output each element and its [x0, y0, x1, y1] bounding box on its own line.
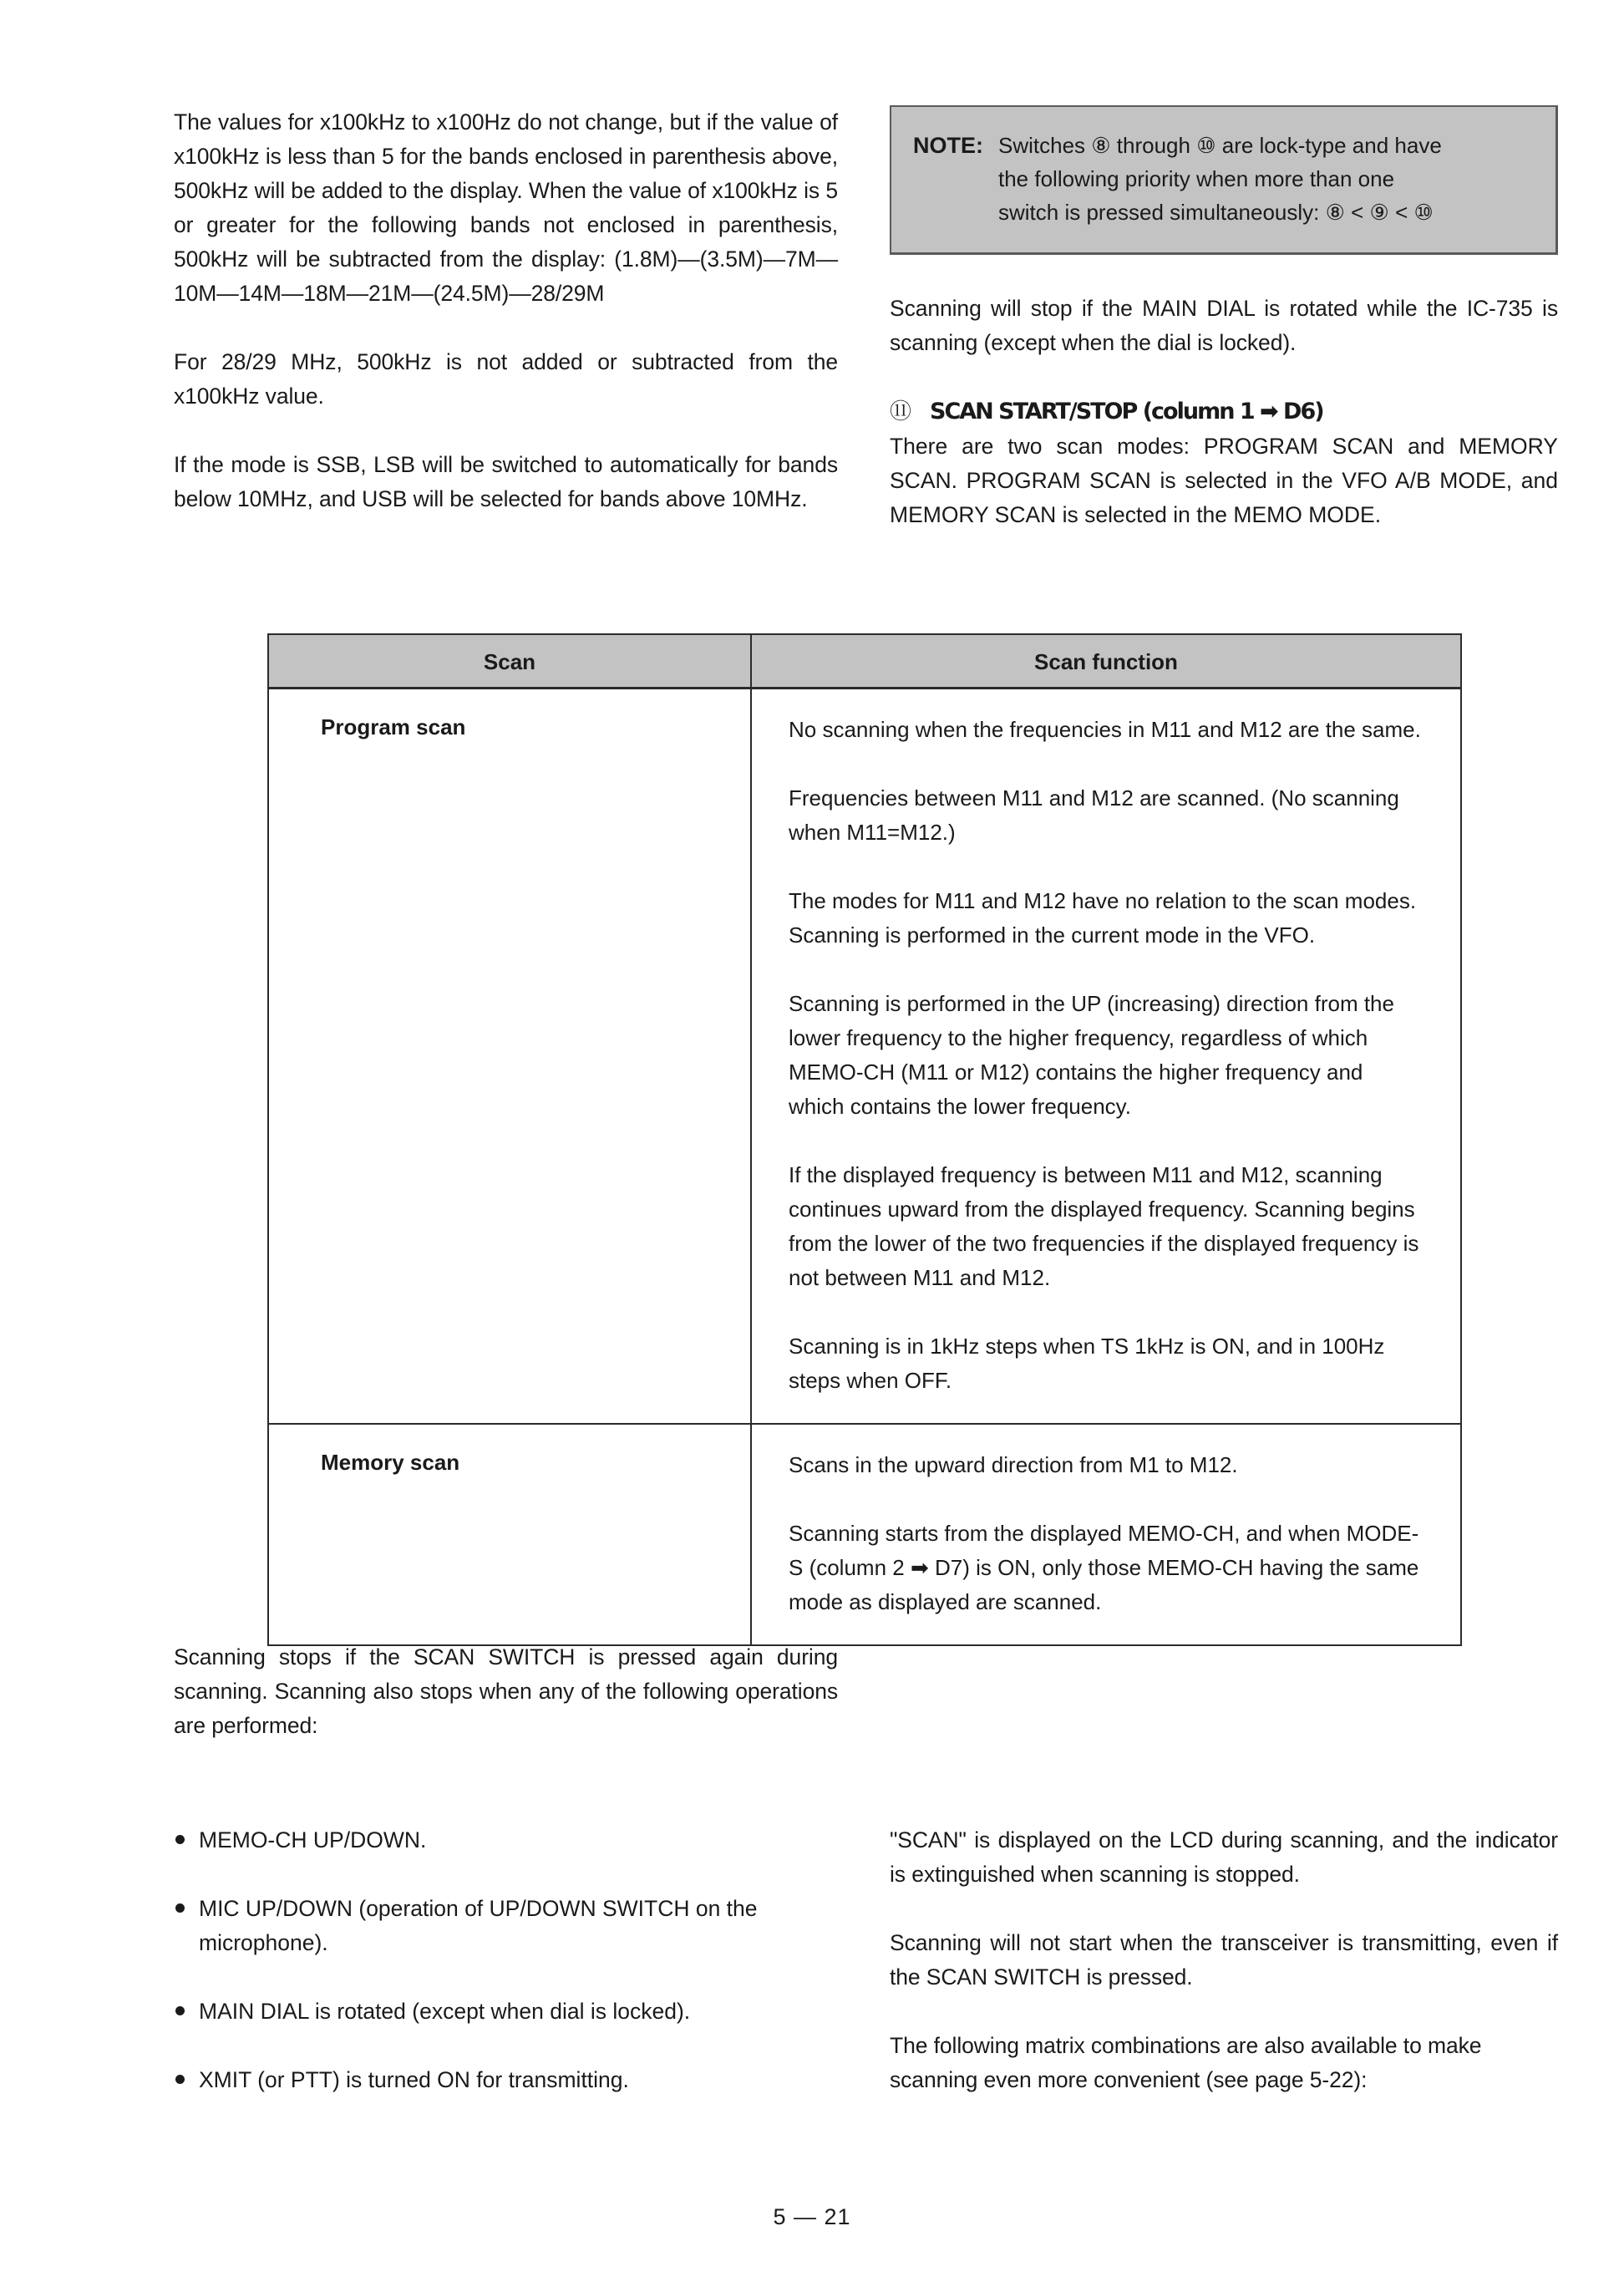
table-row	[268, 688, 1461, 1424]
bullet-dot-icon	[175, 1835, 185, 1844]
table-paragraph: Frequencies between M11 and M12 are scanned. (No scanning when M11=M12.)	[789, 785, 1399, 845]
scan-function-table	[267, 633, 1462, 1646]
list-item-label: XMIT (or PTT) is turned ON for transmitting.	[199, 2067, 629, 2092]
column-header-scan: Scan	[268, 634, 751, 688]
table-header-row	[268, 634, 1461, 688]
table-paragraph: No scanning when the frequencies in M11 and M12 are the same.	[789, 716, 1421, 742]
note-label: NOTE:	[913, 133, 983, 158]
paragraph-band-offset: The values for x100kHz to x100Hz do not change, but if the value of x100kHz is less than 5 for the bands enclosed in parenthesis above, 500kHz will be added to the display. When the value of x100kHz is 5 or greater for the following bands not enclosed in parenthesis, 500kHz will be subtracted from the display: (1.8M)—(3.5M)—7M—10M—14M—18M—21M—(24.5M)—28/29M	[174, 109, 838, 306]
list-item	[174, 2063, 842, 2097]
section-title: SCAN START/STOP (column 1 ➡ D6)	[930, 399, 1323, 424]
section-heading-scan-start-stop	[890, 394, 1558, 429]
table-row	[268, 1424, 1461, 1645]
page-number: 5 — 21	[773, 2204, 851, 2229]
row-body-memory-scan	[751, 1424, 1461, 1645]
left-column-bottom	[174, 1640, 838, 1743]
stop-conditions-list	[174, 1823, 842, 2097]
list-item-label: MEMO-CH UP/DOWN.	[199, 1827, 427, 1852]
paragraph-scan-transmit: Scanning will not start when the transceiver is transmitting, even if the SCAN SWITCH is pressed.	[890, 1930, 1558, 1990]
row-label-program-scan: Program scan	[268, 688, 751, 1424]
section-body-scan-modes: There are two scan modes: PROGRAM SCAN and MEMORY SCAN. PROGRAM SCAN is selected in the VFO A/B MODE, and MEMORY SCAN is selected in the MEMO MODE.	[890, 434, 1558, 527]
paragraph-matrix-combinations: The following matrix combinations are also available to make scanning even more convenient (see page 5-22):	[890, 2033, 1482, 2092]
right-column-bottom	[890, 1823, 1558, 2097]
table-paragraph: If the displayed frequency is between M11 and M12, scanning continues upward from the displayed frequency. Scanning begins from the lower of the two frequencies if the displayed frequency is not between M11 and M12.	[789, 1161, 1419, 1290]
paragraph-scan-stop-conditions: Scanning stops if the SCAN SWITCH is pressed again during scanning. Scanning also stops when any of the following operations are performed:	[174, 1644, 838, 1738]
table-paragraph: The modes for M11 and M12 have no relation to the scan modes. Scanning is performed in the current mode in the VFO.	[789, 887, 1417, 948]
paragraph-28-29mhz: For 28/29 MHz, 500kHz is not added or subtracted from the x100kHz value.	[174, 349, 838, 409]
left-column-top	[174, 105, 838, 516]
paragraph-ssb-mode: If the mode is SSB, LSB will be switched to automatically for bands below 10MHz, and USB will be selected for bands above 10MHz.	[174, 452, 838, 511]
section-number-icon: ⑪	[890, 399, 912, 424]
note-line-3: switch is pressed simultaneously: ⑧ < ⑨ < ⑩	[998, 200, 1434, 225]
list-item	[174, 1995, 842, 2029]
table-paragraph: Scans in the upward direction from M1 to M12.	[789, 1451, 1238, 1477]
list-item	[174, 1892, 842, 1960]
note-text	[998, 129, 1537, 229]
paragraph-scan-lcd-indicator: "SCAN" is displayed on the LCD during scanning, and the indicator is extinguished when scanning is stopped.	[890, 1827, 1558, 1887]
table-paragraph: Scanning starts from the displayed MEMO-CH, and when MODE-S (column 2 ➡ D7) is ON, only those MEMO-CH having the same mode as displayed are scanned.	[789, 1520, 1419, 1614]
bullet-dot-icon	[175, 2075, 185, 2084]
note-box	[890, 105, 1558, 255]
bullet-dot-icon	[175, 2006, 185, 2015]
list-item-label: MIC UP/DOWN (operation of UP/DOWN SWITCH on the microphone).	[199, 1896, 758, 1955]
table-paragraph: Scanning is in 1kHz steps when TS 1kHz is ON, and in 100Hz steps when OFF.	[789, 1333, 1385, 1393]
row-label-memory-scan: Memory scan	[268, 1424, 751, 1645]
right-column-top	[890, 105, 1558, 532]
list-item-label: MAIN DIAL is rotated (except when dial is locked).	[199, 1999, 691, 2024]
row-body-program-scan	[751, 688, 1461, 1424]
note-line-1: Switches ⑧ through ⑩ are lock-type and have	[998, 133, 1442, 158]
list-item	[174, 1823, 842, 1857]
column-header-scan-function: Scan function	[751, 634, 1461, 688]
paragraph-main-dial-stop: Scanning will stop if the MAIN DIAL is rotated while the IC-735 is scanning (except when the dial is locked).	[890, 296, 1558, 355]
note-line-2: the following priority when more than one	[998, 166, 1395, 191]
bullet-dot-icon	[175, 1903, 185, 1913]
table-paragraph: Scanning is performed in the UP (increasing) direction from the lower frequency to the higher frequency, regardless of which MEMO-CH (M11 or M12) contains the higher frequency and which contains the lower frequency.	[789, 990, 1394, 1119]
